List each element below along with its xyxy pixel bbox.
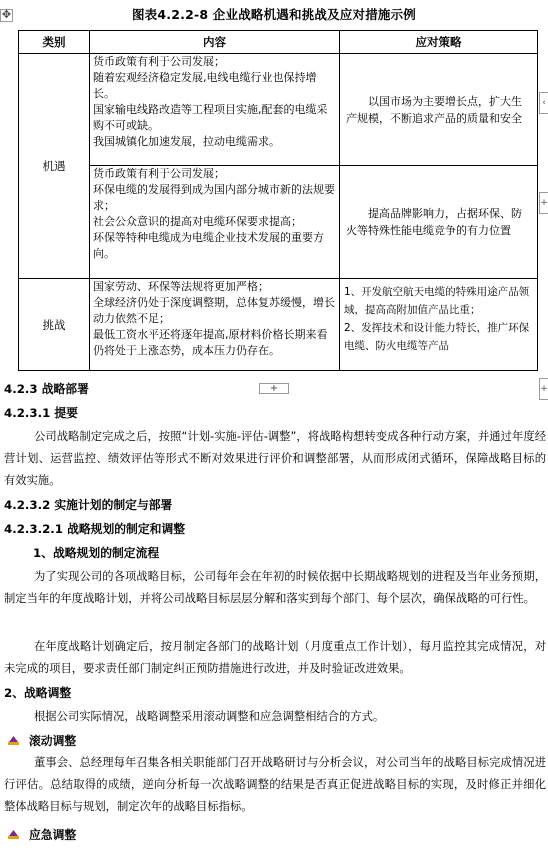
strategy-text: 提高品牌影响力，占据环保、防火等特殊性能电缆竞争的有力位置: [346, 207, 522, 237]
resize-tab-icon[interactable]: +: [539, 192, 548, 214]
category-challenge: 挑战: [19, 279, 90, 371]
content-line: 货币政策有利于公司发展；: [93, 167, 225, 180]
paragraph-process-a: 为了实现公司的各项战略目标，公司每年会在年初的时候依据中长期战略规划的进程及当年业务预期，制定当年的年度战略计划，并将公司战略目标层层分解和落实到每个部门、每个层次，确保战略的可行性。: [4, 570, 546, 605]
paragraph-adjust: 根据公司实际情况，战略调整采用滚动调整和应急调整相结合的方式。: [34, 710, 385, 723]
content-line: 环保等特种电缆成为电缆企业技术发展的重要方向。: [93, 231, 324, 260]
content-line: 国家劳动、环保等法规将更加严格；: [93, 280, 269, 293]
content-line: 社会公众意识的提高对电缆环保要求提高；: [93, 215, 302, 228]
bullet-icon: [8, 735, 19, 746]
category-opportunity: 机遇: [19, 54, 90, 279]
paragraph-process-b: 在年度战略计划确定后，按月制定各部门的战略计划（月度重点工作计划），每月监控其完成情况，对未完成的项目，要求责任部门制定纠正预防措施进行改进，并及时验证改进效果。: [4, 640, 546, 675]
content-line: 全球经济仍处于深度调整期，总体复苏缓慢，增长动力依然不足；: [93, 296, 335, 325]
opportunity-strategy-1: [340, 54, 538, 166]
heading-4-2-3: 4.2.3 战略部署: [4, 382, 89, 396]
heading-1-strategy-process: 1、战略规划的制定流程: [33, 546, 160, 560]
strategy-table: [18, 30, 538, 371]
table-caption: 图表4.2.2-8 企业战略机遇和挑战及应对措施示例: [131, 7, 417, 22]
header-content: 内容: [90, 31, 340, 54]
table-move-handle-icon[interactable]: ✥: [1, 8, 12, 21]
table-header-row: [19, 31, 538, 54]
opportunity-content-2: [90, 166, 340, 279]
opportunity-content-1: [90, 54, 340, 166]
bullet-rolling: [8, 732, 76, 749]
content-line: 随着宏观经济稳定发展,电线电缆行业也保持增长。: [93, 71, 317, 100]
content-line: 货币政策有利于公司发展；: [93, 55, 225, 68]
content-line: 我国城镇化加速发展，拉动电缆需求。: [93, 135, 280, 148]
header-category: 类别: [19, 31, 90, 54]
content-line: 环保电缆的发展得到成为国内部分城市新的法规要求；: [93, 183, 335, 212]
bullet-rolling-label: 滚动调整: [29, 734, 77, 748]
table-row: [19, 166, 538, 279]
strategy-line: 1、开发航空航天电缆的特殊用途产品领域，提高高附加值产品比重；: [344, 286, 530, 316]
paragraph-rolling: 董事会、总经理每年召集各相关职能部门召开战略研讨与分析会议，对公司当年的战略目标完成情况进行评估。总结取得的成绩，逆向分析每一次战略调整的结果是否真正促进战略目标的实现，及时修正并细化整体战略目标与规划，制定次年的战略目标指标。: [4, 756, 546, 813]
strategy-text: 以国市场为主要增长点，扩大生产规模，不断追求产品的质量和安全: [346, 94, 522, 125]
bullet-emergency: [8, 826, 76, 843]
resize-tab-icon[interactable]: +: [539, 378, 548, 400]
heading-4-2-3-2: 4.2.3.2 实施计划的制定与部署: [4, 498, 173, 512]
add-row-icon[interactable]: +: [259, 383, 289, 394]
paragraph-summary: 公司战略制定完成之后，按照“计划-实施-评估-调整”，将战略构想转变成各种行动方案，并通过年度经营计划、运营监控、绩效评估等形式不断对效果进行评价和调整部署，从而形成闭式循环，保障战略目标的有效实施。: [4, 430, 546, 487]
resize-tab-icon[interactable]: ‹: [539, 92, 548, 114]
heading-2-strategy-adjust: 2、战略调整: [4, 686, 72, 700]
table-row: [19, 54, 538, 166]
heading-4-2-3-1: 4.2.3.1 提要: [4, 406, 78, 420]
heading-4-2-3-2-1: 4.2.3.2.1 战略规划的制定和调整: [4, 522, 186, 536]
opportunity-strategy-2: [340, 166, 538, 279]
challenge-strategy: [340, 279, 538, 371]
strategy-line: 2、发挥技术和设计能力特长，推广环保电缆、防火电缆等产品: [344, 322, 530, 352]
content-line: 国家输电线路改造等工程项目实施,配套的电缆采购不可或缺。: [93, 103, 328, 132]
bullet-emergency-label: 应急调整: [29, 828, 77, 842]
content-line: 最低工资水平还将逐年提高,原材料价格长期来看仍将处于上涨态势，成本压力仍存在。: [93, 328, 328, 357]
bullet-icon: [8, 829, 19, 840]
table-row: [19, 279, 538, 371]
challenge-content: [90, 279, 340, 371]
header-strategy: 应对策略: [340, 31, 538, 54]
